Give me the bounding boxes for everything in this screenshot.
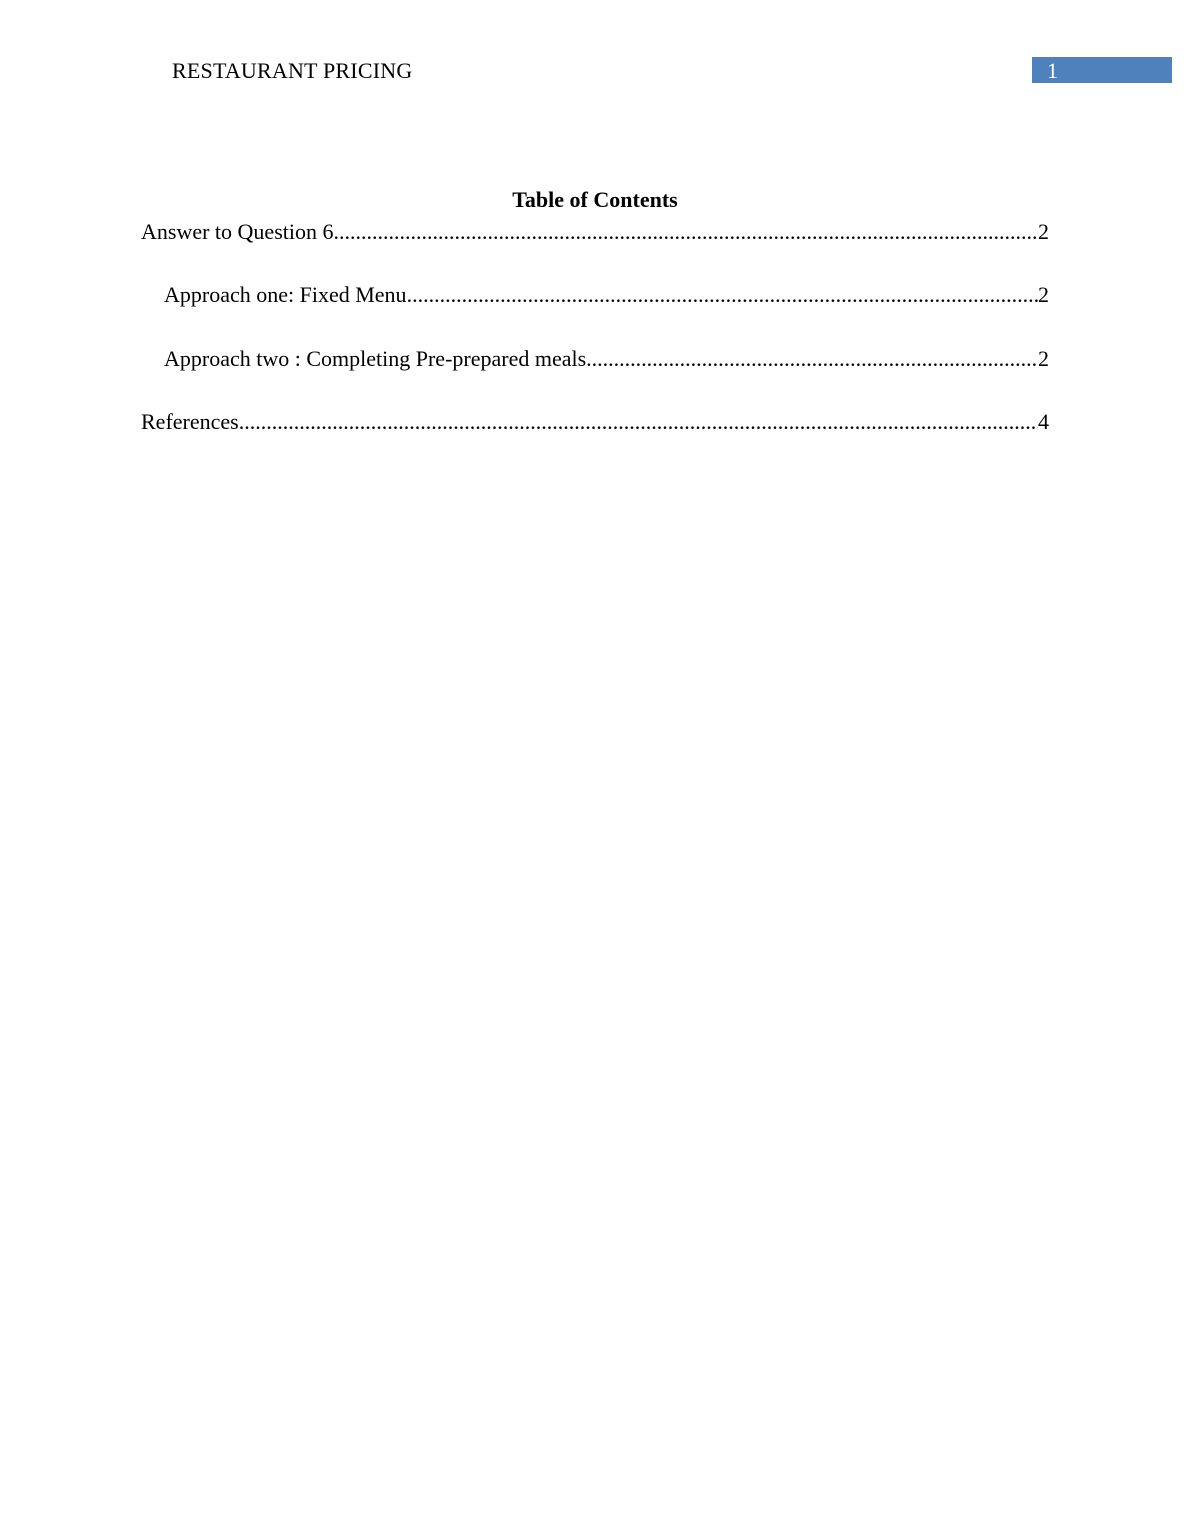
- page-number-box: [1032, 57, 1172, 83]
- toc-entry-approach-two[interactable]: [164, 345, 1049, 373]
- toc-dot-leader: [407, 281, 1038, 309]
- toc-entry-label: Approach one: Fixed Menu: [164, 282, 407, 307]
- toc-entry-label: Answer to Question 6: [141, 219, 334, 244]
- toc-entry-approach-one[interactable]: [164, 281, 1049, 309]
- running-head: RESTAURANT PRICING: [172, 58, 413, 83]
- toc-entry-page: 2: [1038, 282, 1049, 307]
- toc-entry-label: Approach two : Completing Pre-prepared meals: [164, 346, 587, 371]
- toc-title: Table of Contents: [512, 187, 678, 212]
- toc-dot-leader: [333, 218, 1038, 246]
- toc-dot-leader: [239, 408, 1038, 436]
- page-number: 1: [1047, 58, 1058, 83]
- toc-entry-label: References: [141, 409, 239, 434]
- toc-entry-page: 4: [1038, 409, 1049, 434]
- toc-entry-answer-to-question-6[interactable]: [141, 218, 1049, 246]
- toc-dot-leader: [586, 345, 1038, 373]
- toc-entry-page: 2: [1038, 219, 1049, 244]
- toc-entry-references[interactable]: [141, 408, 1049, 436]
- toc-entry-page: 2: [1038, 346, 1049, 371]
